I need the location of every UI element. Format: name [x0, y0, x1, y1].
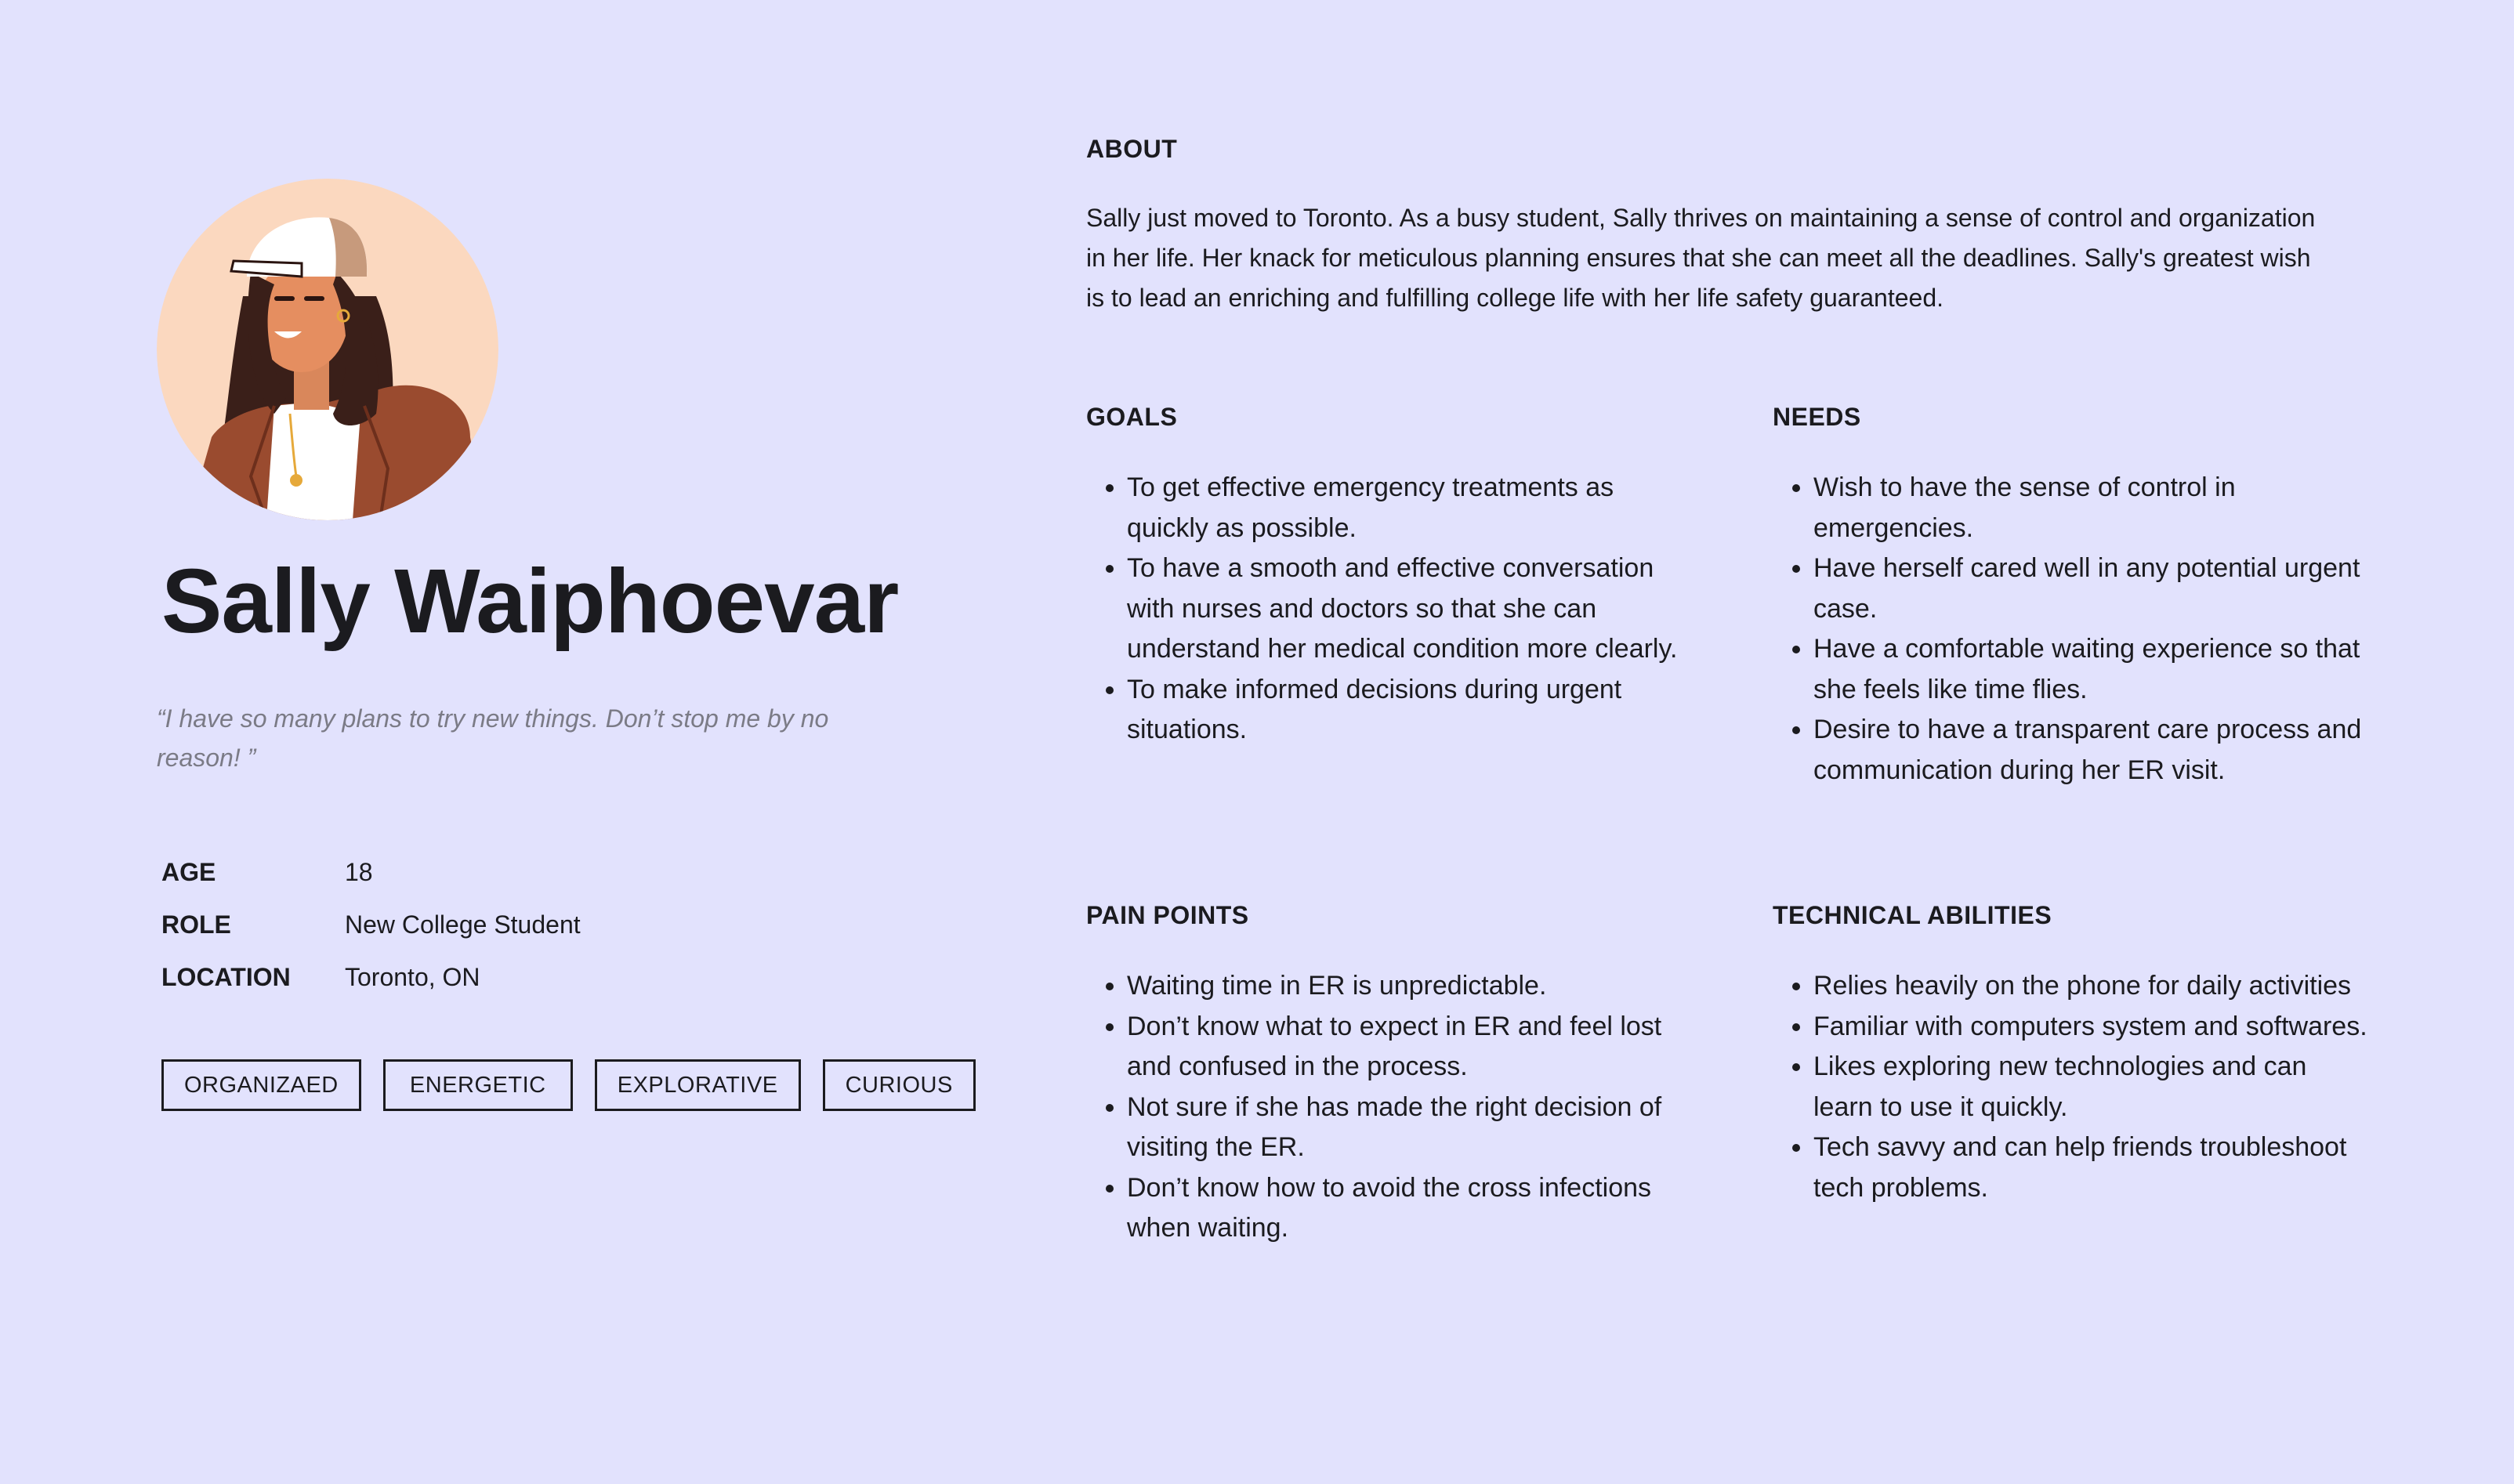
technical-abilities-heading: TECHNICAL ABILITIES [1773, 901, 2052, 929]
goals-list [1086, 468, 1682, 751]
trait-tags [161, 1059, 976, 1111]
needs-list [1773, 468, 2368, 791]
list-item: • Desire to have a transparent care process and communication during her ER visit. [1813, 710, 2368, 791]
fact-location [161, 951, 581, 1004]
fact-label: LOCATION [161, 963, 291, 991]
list-item: • Wish to have the sense of control in emergencies. [1813, 468, 2368, 548]
persona-name: Sally Waiphoevar [161, 550, 899, 652]
list-item: • Tech savvy and can help friends troubleshoot tech problems. [1813, 1127, 2368, 1208]
list-item: • To get effective emergency treatments as quickly as possible. [1127, 468, 1682, 548]
needs-section [1773, 403, 2368, 791]
fact-value: New College Student [345, 910, 581, 939]
list-item: • To have a smooth and effective conversation with nurses and doctors so that she can understand her medical condition more clearly. [1127, 548, 1682, 670]
about-heading: ABOUT [1086, 135, 1178, 163]
technical-abilities-section [1773, 901, 2368, 1208]
trait-tag-energetic: ENERGETIC [383, 1059, 573, 1111]
goals-heading: GOALS [1086, 403, 1178, 431]
woman-with-cap-avatar-icon [157, 179, 498, 520]
persona-facts [161, 846, 581, 1004]
fact-value: 18 [345, 858, 373, 886]
list-item: • Have a comfortable waiting experience so that she feels like time flies. [1813, 629, 2368, 710]
fact-age [161, 846, 581, 899]
pain-points-section [1086, 901, 1682, 1249]
persona-details [1086, 135, 2371, 1243]
list-item: • Waiting time in ER is unpredictable. [1127, 966, 1682, 1007]
about-text: Sally just moved to Toronto. As a busy student, Sally thrives on maintaining a sense of control and organization in her life. Her knack for meticulous planning ensures that she can meet all the deadlines. Sally's greatest wish is to lead an enriching and fulfilling college life with her life safety guaranteed. [1086, 204, 2316, 312]
list-item: • Relies heavily on the phone for daily activities [1813, 966, 2368, 1007]
goals-section [1086, 403, 1682, 751]
trait-tag-organized: ORGANIZAED [161, 1059, 361, 1111]
fact-value: Toronto, ON [345, 963, 480, 991]
trait-tag-explorative: EXPLORATIVE [595, 1059, 801, 1111]
needs-heading: NEEDS [1773, 403, 1861, 431]
fact-label: AGE [161, 858, 216, 886]
list-item: • Don’t know what to expect in ER and feel lost and confused in the process. [1127, 1007, 1682, 1088]
fact-label: ROLE [161, 910, 231, 939]
trait-tag-curious: CURIOUS [823, 1059, 976, 1111]
pain-points-list [1086, 966, 1682, 1249]
list-item: • To make informed decisions during urgent situations. [1127, 670, 1682, 751]
persona-quote: “I have so many plans to try new things. Don’t stop me by no reason! ” [157, 704, 829, 772]
list-item: • Familiar with computers system and softwares. [1813, 1007, 2368, 1048]
pain-points-heading: PAIN POINTS [1086, 901, 1249, 929]
persona-panel [157, 179, 987, 1098]
technical-abilities-list [1773, 966, 2368, 1208]
list-item: • Don’t know how to avoid the cross infections when waiting. [1127, 1168, 1682, 1249]
about-section [1086, 135, 2371, 318]
list-item: • Likes exploring new technologies and can learn to use it quickly. [1813, 1047, 2368, 1127]
list-item: • Have herself cared well in any potential urgent case. [1813, 548, 2368, 629]
fact-role [161, 899, 581, 951]
list-item: • Not sure if she has made the right decision of visiting the ER. [1127, 1088, 1682, 1168]
